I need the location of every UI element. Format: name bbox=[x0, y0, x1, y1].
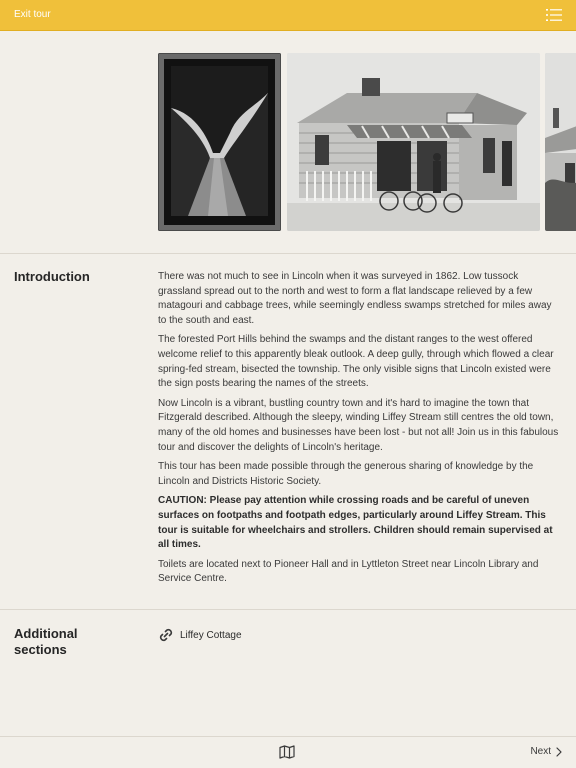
chevron-right-icon bbox=[556, 747, 562, 757]
additional-sections bbox=[0, 610, 576, 736]
introduction-heading: Introduction bbox=[14, 269, 90, 284]
map-icon[interactable] bbox=[279, 745, 295, 759]
caution-paragraph: CAUTION: Please pay attention while crossing roads and be careful of uneven surfaces on footpaths and footpath edges, particularly around Liffey Stream. This tour is suitable for wheelchairs and strollers. Children should remain supervised at all times. bbox=[158, 495, 553, 551]
intro-paragraph: There was not much to see in Lincoln when it was surveyed in 1862. Low tussock grassland spread out to the north and west to form a flat landscape relieved by a few matagouri and cabbage trees, while seemingly endless swamps stretched for miles away to the south and east. bbox=[158, 271, 552, 326]
introduction-body bbox=[158, 270, 562, 592]
link-label: Liffey Cottage bbox=[180, 629, 242, 641]
next-label: Next bbox=[530, 746, 551, 757]
intro-paragraph: The forested Port Hills behind the swamps and the distant ranges to the west offered welcome relief to this apparently bleak outlook. A deep gully, through which flowed a clear spring-fed stream, bisected the township. The only visible signs that Lincoln existed were the sign posts bearing the names of the streets. bbox=[158, 334, 554, 390]
intro-paragraph: This tour has been made possible through the generous sharing of knowledge by the Lincoln and Districts Historic Society. bbox=[158, 461, 534, 487]
top-bar bbox=[0, 0, 576, 31]
tree-lined-road-photo[interactable] bbox=[158, 53, 281, 231]
corner-shop-photo[interactable] bbox=[287, 53, 540, 231]
introduction-section bbox=[0, 254, 576, 610]
bottom-bar bbox=[0, 736, 576, 768]
link-icon bbox=[158, 627, 174, 643]
list-icon[interactable] bbox=[546, 8, 562, 22]
photo-gallery[interactable] bbox=[0, 31, 576, 254]
exit-tour-button[interactable]: Exit tour bbox=[14, 9, 51, 20]
next-button[interactable] bbox=[530, 746, 562, 757]
intro-paragraph: Toilets are located next to Pioneer Hall and in Lyttleton Street near Lincoln Library and Service Centre. bbox=[158, 558, 539, 585]
partial-house-photo[interactable] bbox=[545, 53, 576, 231]
additional-sections-heading: Additional sections bbox=[14, 626, 78, 657]
liffey-cottage-link[interactable] bbox=[158, 627, 242, 643]
intro-paragraph: Now Lincoln is a vibrant, bustling country town and it's hard to imagine the town that Fitzgerald described. Although the sleepy, winding Liffey Stream still centres the old town, many of the old homes and businesses have been lost - but not all! Join us in this fabulous tour and discover the delights of Lincoln's heritage. bbox=[158, 397, 559, 453]
